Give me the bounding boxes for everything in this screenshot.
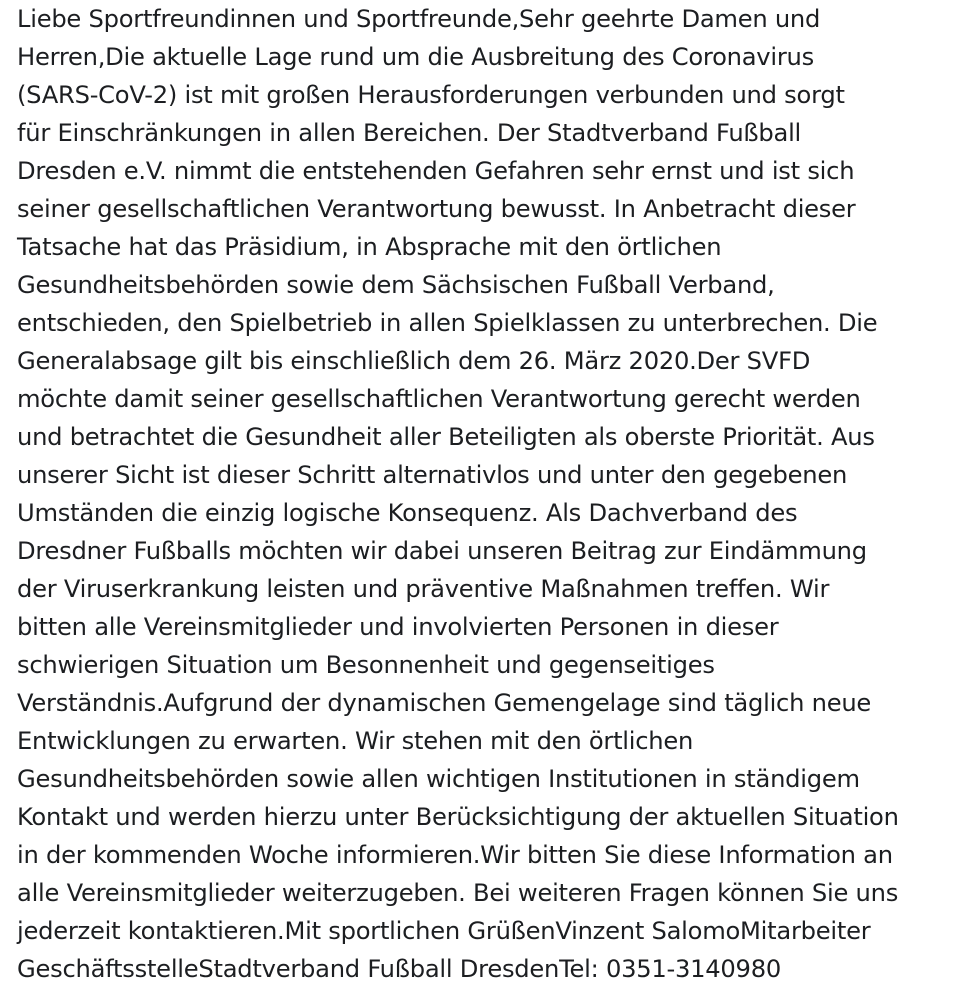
post-text-line: alle Vereinsmitglieder weiterzugeben. Bei weiteren Fragen können Sie uns	[17, 879, 899, 907]
post-text-line: Tatsache hat das Präsidium, in Absprache mit den örtlichen	[17, 233, 722, 261]
post-text-line: Gesundheitsbehörden sowie allen wichtigen Institutionen in ständigem	[17, 765, 860, 793]
post-text-line: Entwicklungen zu erwarten. Wir stehen mit den örtlichen	[17, 727, 694, 755]
post-text-line: schwierigen Situation um Besonnenheit und gegenseitiges	[17, 651, 715, 679]
post-text-line: seiner gesellschaftlichen Verantwortung bewusst. In Anbetracht dieser	[17, 195, 856, 223]
post-text-line: bitten alle Vereinsmitglieder und involvierten Personen in dieser	[17, 613, 779, 641]
post-text-line: Kontakt und werden hierzu unter Berücksichtigung der aktuellen Situation	[17, 803, 899, 831]
post-text-line: Gesundheitsbehörden sowie dem Sächsischen Fußball Verband,	[17, 271, 775, 299]
post-text-line: entschieden, den Spielbetrieb in allen Spielklassen zu unterbrechen. Die	[17, 309, 878, 337]
post-text-line: und betrachtet die Gesundheit aller Beteiligten als oberste Priorität. Aus	[17, 423, 875, 451]
post-body-text	[17, 0, 957, 988]
post-text-line: der Viruserkrankung leisten und präventive Maßnahmen treffen. Wir	[17, 575, 830, 603]
post-text-line: Dresden e.V. nimmt die entstehenden Gefahren sehr ernst und ist sich	[17, 157, 855, 185]
post-text-line: (SARS-CoV-2) ist mit großen Herausforderungen verbunden und sorgt	[17, 81, 845, 109]
post-text-line: Herren,Die aktuelle Lage rund um die Ausbreitung des Coronavirus	[17, 43, 814, 71]
post-text-line: Generalabsage gilt bis einschließlich dem 26. März 2020.Der SVFD	[17, 347, 811, 375]
post-text-line: möchte damit seiner gesellschaftlichen Verantwortung gerecht werden	[17, 385, 861, 413]
post-text-line: Liebe Sportfreundinnen und Sportfreunde,Sehr geehrte Damen und	[17, 5, 821, 33]
post-text-line: in der kommenden Woche informieren.Wir bitten Sie diese Information an	[17, 841, 893, 869]
post-text-line: unserer Sicht ist dieser Schritt alternativlos und unter den gegebenen	[17, 461, 848, 489]
post-text-line: Dresdner Fußballs möchten wir dabei unseren Beitrag zur Eindämmung	[17, 537, 867, 565]
post-text-line: Verständnis.Aufgrund der dynamischen Gemengelage sind täglich neue	[17, 689, 872, 717]
post-text-line: Umständen die einzig logische Konsequenz. Als Dachverband des	[17, 499, 798, 527]
post-text-line: jederzeit kontaktieren.Mit sportlichen GrüßenVinzent SalomoMitarbeiter	[17, 917, 871, 945]
post-text-line: GeschäftsstelleStadtverband Fußball DresdenTel: 0351-3140980	[17, 955, 781, 983]
post-text-line: für Einschränkungen in allen Bereichen. Der Stadtverband Fußball	[17, 119, 802, 147]
